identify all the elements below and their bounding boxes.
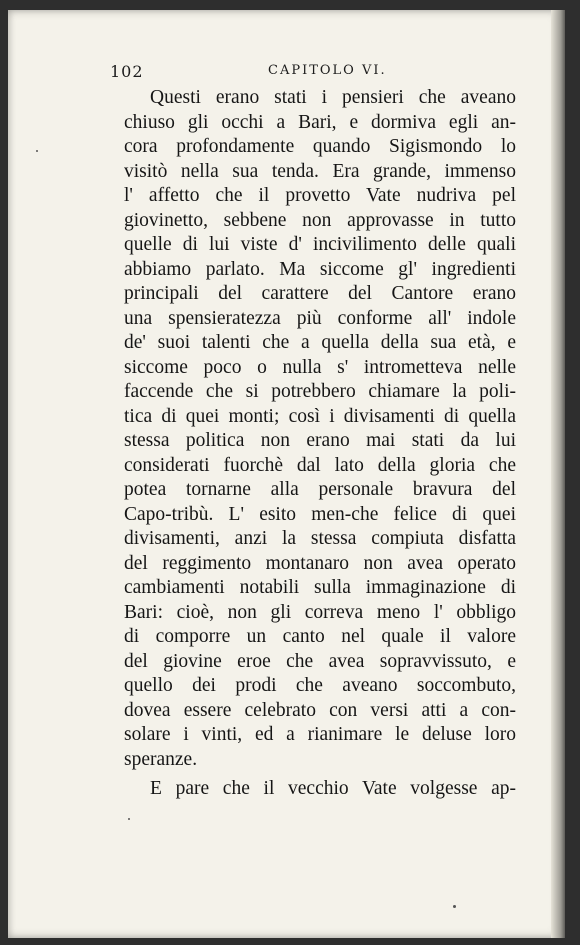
text-line: solare i vinti, ed a rianimare le deluse loro xyxy=(124,724,516,745)
text-line: cambiamenti notabili sulla immaginazione di xyxy=(124,577,516,598)
text-line: tica di quei monti; così i divisamenti di quella xyxy=(124,405,516,427)
ink-speck xyxy=(36,150,38,152)
text-line: quelle di lui viste d' incivilimento delle quali xyxy=(124,234,516,255)
text-line: dovea essere celebrato con versi atti a con- xyxy=(124,699,516,721)
text-line: chiuso gli occhi a Bari, e dormiva egli an- xyxy=(124,111,516,133)
paragraph xyxy=(124,777,516,802)
text-line: Capo-tribù. L' esito men-che felice di quei xyxy=(124,503,516,525)
book-page xyxy=(8,10,565,938)
running-head: CAPITOLO VI. xyxy=(268,63,387,78)
text-line: visitò nella sua tenda. Era grande, immenso xyxy=(124,160,516,182)
page-edge-shadow xyxy=(551,10,565,938)
text-line: una spensieratezza più conforme all' indole xyxy=(124,307,516,329)
text-line: del reggimento montanaro non avea operato xyxy=(124,552,516,574)
paragraph xyxy=(124,86,516,772)
body-text xyxy=(124,86,516,802)
text-line: cora profondamente quando Sigismondo lo xyxy=(124,136,516,157)
page-header xyxy=(110,62,510,84)
text-line: speranze. xyxy=(124,748,198,770)
text-line: abbiamo parlato. Ma siccome gl' ingredienti xyxy=(124,258,516,280)
text-line: siccome poco o nulla s' intrometteva nelle xyxy=(124,356,516,378)
text-line: de' suoi talenti che a quella della sua età, e xyxy=(124,332,516,353)
text-line: stessa politica non erano mai stati da lui xyxy=(124,430,516,451)
text-line: l' affetto che il provetto Vate nudriva pel xyxy=(124,185,516,206)
text-line: del giovine eroe che avea sopravvissuto, e xyxy=(124,650,516,672)
text-line: E pare che il vecchio Vate volgesse ap- xyxy=(150,778,516,799)
text-line: Bari: cioè, non gli correva meno l' obbligo xyxy=(124,601,516,623)
text-line: divisamenti, anzi la stessa compiuta disfatta xyxy=(124,528,516,549)
text-line: di comporre un canto nel quale il valore xyxy=(124,626,516,647)
text-line: quello dei prodi che aveano soccombuto, xyxy=(124,675,516,696)
text-line: potea tornarne alla personale bravura del xyxy=(124,479,516,500)
page-number: 102 xyxy=(110,62,144,81)
text-line: faccende che si potrebbero chiamare la poli- xyxy=(124,381,516,402)
ink-speck xyxy=(128,818,130,820)
text-line: giovinetto, sebbene non approvasse in tutto xyxy=(124,209,516,231)
text-line: considerati fuorchè dal lato della gloria che xyxy=(124,454,516,476)
ink-speck xyxy=(453,905,456,908)
text-line: principali del carattere del Cantore erano xyxy=(124,283,516,304)
text-line: Questi erano stati i pensieri che aveano xyxy=(150,87,516,108)
